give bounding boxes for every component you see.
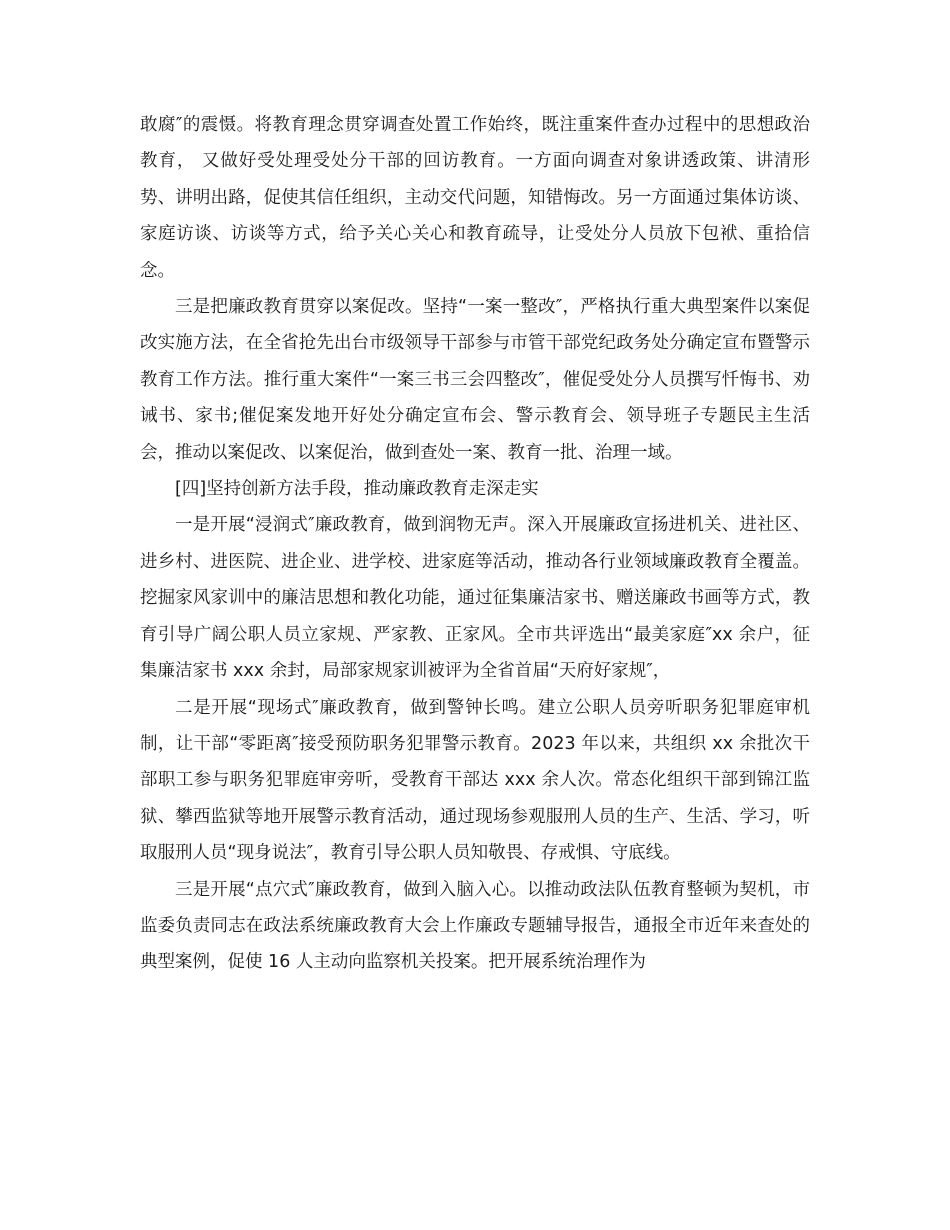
paragraph-4: 一是开展“浸润式″廉政教育，做到润物无声。深入开展廉政宣扬进机关、进社区、进乡村、进医院、进企业、进学校、进家庭等活动，推动各行业领域廉政教育全覆盖。挖掘家风家训中的廉洁思想和教化功能，通过征集廉洁家书、赠送廉政书画等方式，教育引导广阔公职人员立家规、严家教、正家风。全市共评选出“最美家庭″xx 余户，征集廉洁家书 xxx 余封，局部家规家训被评为全省首届“天府好家规″， xyxy=(140,515,810,682)
document-body xyxy=(140,107,810,981)
paragraph-2: 三是把廉政教育贯穿以案促改。坚持“一案一整改″，严格执行重大典型案件以案促改实施方法，在全省抢先出台市级领导干部参与市管干部党纪政务处分确定宣布暨警示教育工作方法。推行重大案件“一案三书三会四整改″，催促受处分人员撰写忏悔书、劝诫书、家书;催促案发地开好处分确定宣布会、警示教育会、领导班子专题民主生活会，推动以案促改、以案促治，做到查处一案、教育一批、治理一域。 xyxy=(140,297,810,463)
paragraph-6: 三是开展“点穴式″廉政教育，做到入脑入心。以推动政法队伍教育整顿为契机，市监委负责同志在政法系统廉政教育大会上作廉政专题辅导报告，通报全市近年来查处的典型案例，促使 16 人主动向监察机关投案。把开展系统治理作为 xyxy=(140,879,810,973)
paragraph-5: 二是开展“现场式″廉政教育，做到警钟长鸣。建立公职人员旁听职务犯罪庭审机制，让干部“零距离″接受预防职务犯罪警示教育。2023 年以来，共组织 xx 余批次干部职工参与职务犯罪庭审旁听，受教育干部达 xxx 余人次。常态化组织干部到锦江监狱、攀西监狱等地开展警示教育活动，通过现场参观服刑人员的生产、生活、学习，听取服刑人员“现身说法″，教育引导公职人员知敬畏、存戒惧、守底线。 xyxy=(140,697,810,864)
paragraph-1: 敢腐″的震慑。将教育理念贯穿调查处置工作始终，既注重案件查办过程中的思想政治教育， 又做好受处理受处分干部的回访教育。一方面向调查对象讲透政策、讲清形势、讲明出路，促使其信任组织，主动交代问题，知错悔改。另一方面通过集体访谈、家庭访谈、访谈等方式，给予关心关心和教育疏导，让受处分人员放下包袱、重拾信念。 xyxy=(140,115,810,281)
section-heading: [四]坚持创新方法手段，推动廉政教育走深走实 xyxy=(175,479,539,500)
